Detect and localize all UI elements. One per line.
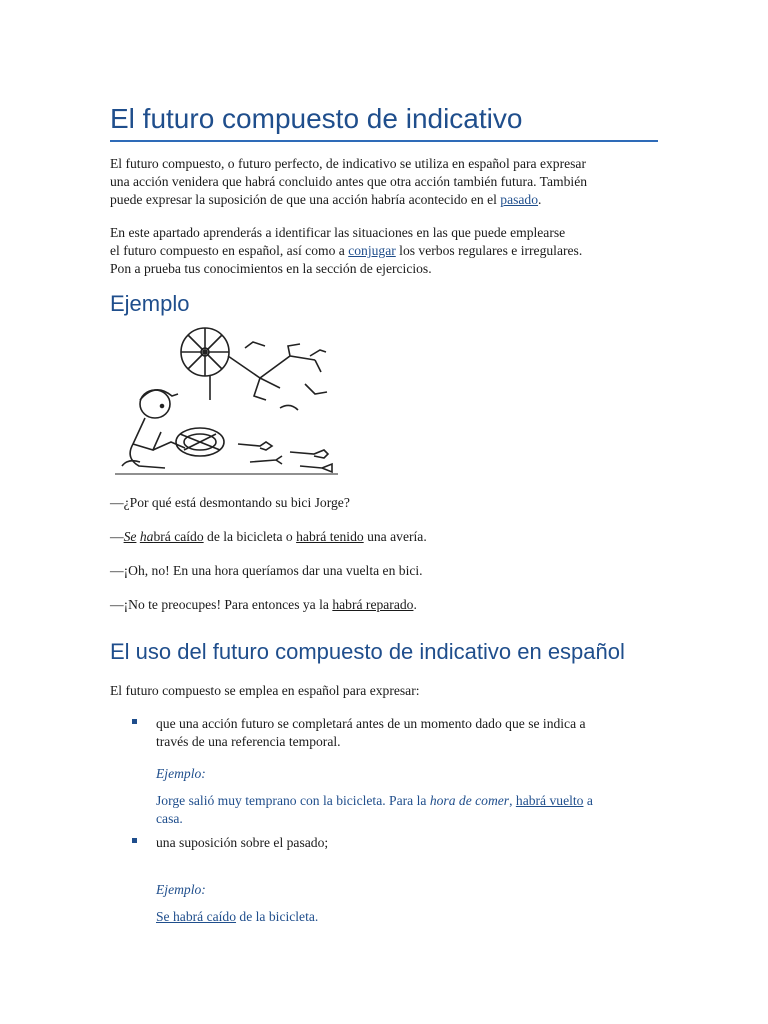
dialogue-line-3: —¡Oh, no! En una hora queríamos dar una vuelta en bici. — [110, 563, 423, 578]
bullet-2-example — [156, 908, 318, 926]
dialogue-line-2 — [110, 528, 427, 546]
dialogue-mid: de la bicicleta o — [203, 529, 297, 544]
dialogue-dash: — — [110, 529, 124, 544]
intro2-line1: En este apartado aprenderás a identificar las situaciones en las que puede emplearse — [110, 225, 566, 240]
bullet1-line2: través de una referencia temporal. — [156, 734, 341, 749]
b2-ex-se-habra-caido: Se habrá caído — [156, 909, 237, 924]
bullet1-line1: que una acción futuro se completará antes de un momento dado que se indica a — [156, 716, 586, 731]
page-title: El futuro compuesto de indicativo — [110, 102, 658, 142]
intro1-line3: puede expresar la suposición de que una acción habría acontecido en el — [110, 192, 501, 207]
dialogue-habra-caido: brá caído — [153, 529, 204, 544]
intro1-line2: una acción venidera que habrá concluido antes que otra acción también futura. También — [110, 174, 588, 189]
conjugar-link[interactable]: conjugar — [348, 243, 396, 258]
uso-heading: El uso del futuro compuesto de indicativo en español — [110, 639, 625, 664]
dialogue-line-4 — [110, 596, 417, 614]
dialogue-line-1: —¿Por qué está desmontando su bici Jorge? — [110, 495, 350, 510]
b1-ex-habra-vuelto: habrá vuelto — [515, 793, 584, 808]
bullet-1-example-label: Ejemplo: — [156, 766, 206, 781]
intro-paragraph-2 — [110, 224, 662, 278]
dialogue-l4-pre: —¡No te preocupes! Para entonces ya la — [110, 597, 333, 612]
dialogue-l4-post: . — [413, 597, 417, 612]
intro1-line3-end: . — [538, 192, 542, 207]
dialogue-habra-tenido: habrá tenido — [296, 529, 364, 544]
dialogue-se: Se — [123, 529, 137, 544]
pasado-link[interactable]: pasado — [500, 192, 539, 207]
intro2-line3: Pon a prueba tus conocimientos en la sección de ejercicios. — [110, 261, 432, 276]
b1-ex-post: a — [583, 793, 593, 808]
bullet-marker-1 — [132, 719, 137, 724]
b1-ex-hora: hora de comer — [429, 793, 510, 808]
ejemplo-heading: Ejemplo — [110, 291, 190, 316]
bullet-1-text — [156, 715, 586, 751]
bullet-2-example-label: Ejemplo: — [156, 882, 206, 897]
b1-ex-comma: , — [509, 793, 516, 808]
b2-ex-post: de la bicicleta. — [236, 909, 319, 924]
bullet-2-text: una suposición sobre el pasado; — [156, 835, 329, 850]
intro2-line2: el futuro compuesto en español, así como a — [110, 243, 349, 258]
uso-intro: El futuro compuesto se emplea en español para expresar: — [110, 683, 420, 698]
dialogue-habra-reparado: habrá reparado — [332, 597, 414, 612]
bullet-marker-2 — [132, 838, 137, 843]
bullet-1-example — [156, 792, 593, 828]
dialogue-ha: ha — [139, 529, 154, 544]
b1-ex-line2: casa. — [156, 811, 183, 826]
intro1-line1: El futuro compuesto, o futuro perfecto, de indicativo se utiliza en español para expresar — [110, 156, 586, 171]
b1-ex-pre: Jorge salió muy temprano con la bicicleta. Para la — [156, 793, 430, 808]
dialogue-end: una avería. — [363, 529, 427, 544]
intro2-line2-end: los verbos regulares e irregulares. — [395, 243, 583, 258]
intro-paragraph-1 — [110, 155, 662, 209]
bicycle-repair-illustration — [110, 326, 342, 478]
